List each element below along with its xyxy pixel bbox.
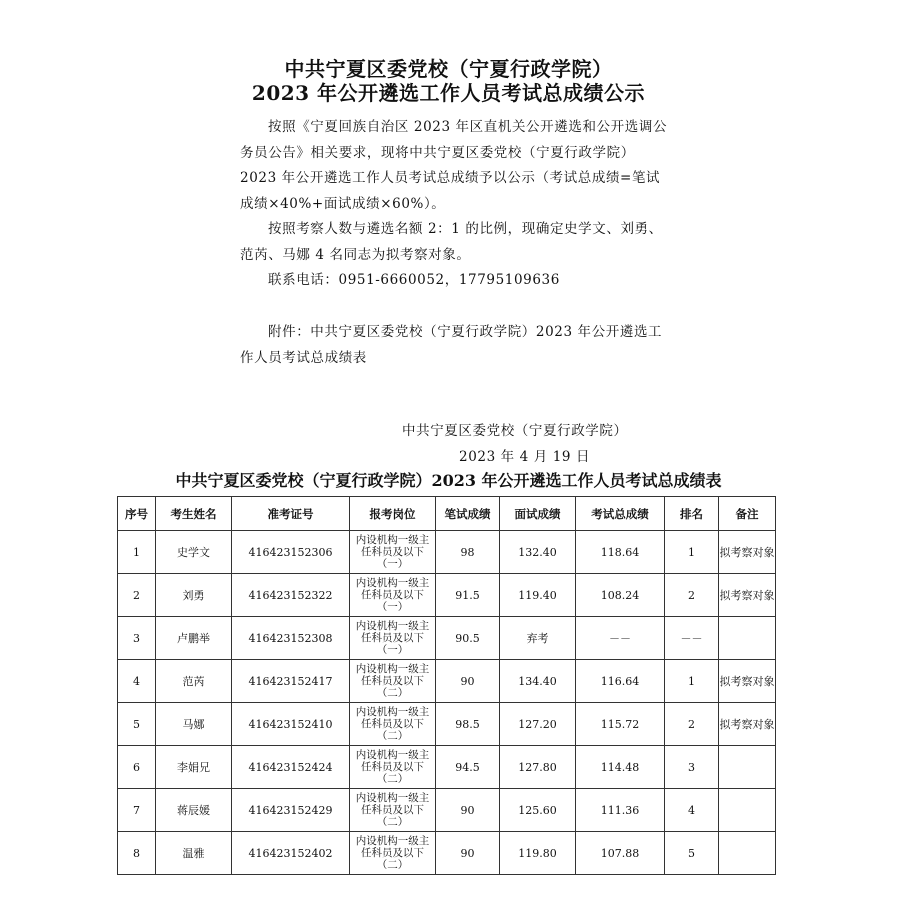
cell-rank: 4 xyxy=(665,789,719,832)
cell-rank: 2 xyxy=(665,703,719,746)
cell-note: 拟考察对象 xyxy=(719,531,776,574)
body-paragraph-contact: 联系电话：0951-6660052，17795109636 xyxy=(268,272,560,288)
cell-written-score: 90 xyxy=(436,789,500,832)
header-cell-total-score: 考试总成绩 xyxy=(576,497,665,531)
cell-post-line: 任科员及以下 xyxy=(361,589,424,601)
cell-post-line: 内设机构一级主 xyxy=(355,749,430,761)
signature-organization: 中共宁夏区委党校（宁夏行政学院） xyxy=(402,423,628,439)
cell-written-score: 90.5 xyxy=(436,617,500,660)
cell-post-line: （一） xyxy=(376,601,409,613)
cell-interview-score: 125.60 xyxy=(500,789,576,832)
cell-written-score: 90 xyxy=(436,832,500,875)
cell-written-score: 90 xyxy=(436,660,500,703)
cell-note: 拟考察对象 xyxy=(719,703,776,746)
cell-post-line: 内设机构一级主 xyxy=(355,663,430,675)
table-title: 中共宁夏区委党校（宁夏行政学院）2023 年公开遴选工作人员考试总成绩表 xyxy=(175,471,722,490)
body-paragraph-candidates: 按照考察人数与遴选名额 2：1 的比例，现确定史学文、刘勇、范芮、马娜 4 名同志为拟考察对象。 xyxy=(240,221,663,263)
cell-note xyxy=(719,746,776,789)
cell-post-line: （一） xyxy=(376,558,409,570)
cell-no: 4 xyxy=(118,660,156,703)
cell-rank: 5 xyxy=(665,832,719,875)
cell-post-line: （二） xyxy=(376,730,409,742)
cell-post-line: 任科员及以下 xyxy=(361,718,424,730)
cell-note xyxy=(719,789,776,832)
table-row xyxy=(118,703,776,746)
header-cell-note: 备注 xyxy=(719,497,776,531)
cell-interview-score: 弃考 xyxy=(500,617,576,660)
cell-total-score: 108.24 xyxy=(576,574,665,617)
cell-note xyxy=(719,832,776,875)
cell-total-score: －－ xyxy=(576,617,665,660)
cell-no: 1 xyxy=(118,531,156,574)
cell-total-score: 118.64 xyxy=(576,531,665,574)
cell-post xyxy=(350,789,436,832)
cell-name: 温雅 xyxy=(156,832,232,875)
cell-post-line: 内设机构一级主 xyxy=(355,577,430,589)
scores-table xyxy=(117,496,776,875)
cell-name: 蒋辰媛 xyxy=(156,789,232,832)
header-cell-exam-id: 准考证号 xyxy=(232,497,350,531)
cell-exam-id: 416423152308 xyxy=(232,617,350,660)
cell-interview-score: 119.40 xyxy=(500,574,576,617)
cell-interview-score: 119.80 xyxy=(500,832,576,875)
document-title-line-2: 2023 年公开遴选工作人员考试总成绩公示 xyxy=(251,81,646,105)
table-row xyxy=(118,789,776,832)
cell-total-score: 107.88 xyxy=(576,832,665,875)
cell-post-line: 内设机构一级主 xyxy=(355,620,430,632)
cell-post-line: 任科员及以下 xyxy=(361,632,424,644)
cell-exam-id: 416423152410 xyxy=(232,703,350,746)
cell-post xyxy=(350,832,436,875)
header-cell-rank: 排名 xyxy=(665,497,719,531)
cell-note: 拟考察对象 xyxy=(719,660,776,703)
cell-total-score: 111.36 xyxy=(576,789,665,832)
cell-name: 马娜 xyxy=(156,703,232,746)
cell-name: 卢鹏举 xyxy=(156,617,232,660)
cell-post-line: 任科员及以下 xyxy=(361,804,424,816)
cell-interview-score: 134.40 xyxy=(500,660,576,703)
cell-post-line: 内设机构一级主 xyxy=(355,792,430,804)
cell-exam-id: 416423152306 xyxy=(232,531,350,574)
header-cell-interview-score: 面试成绩 xyxy=(500,497,576,531)
cell-post-line: 任科员及以下 xyxy=(361,546,424,558)
cell-note xyxy=(719,617,776,660)
cell-post xyxy=(350,531,436,574)
cell-exam-id: 416423152429 xyxy=(232,789,350,832)
cell-written-score: 91.5 xyxy=(436,574,500,617)
table-row xyxy=(118,746,776,789)
cell-post xyxy=(350,574,436,617)
cell-post-line: （二） xyxy=(376,773,409,785)
cell-post-line: 内设机构一级主 xyxy=(355,706,430,718)
cell-written-score: 98.5 xyxy=(436,703,500,746)
cell-interview-score: 132.40 xyxy=(500,531,576,574)
cell-rank: 3 xyxy=(665,746,719,789)
body-paragraph-attachment: 附件：中共宁夏区委党校（宁夏行政学院）2023 年公开遴选工作人员考试总成绩表 xyxy=(240,324,663,366)
cell-post xyxy=(350,660,436,703)
cell-post-line: 任科员及以下 xyxy=(361,675,424,687)
header-cell-post: 报考岗位 xyxy=(350,497,436,531)
cell-no: 8 xyxy=(118,832,156,875)
cell-rank: 1 xyxy=(665,531,719,574)
cell-exam-id: 416423152402 xyxy=(232,832,350,875)
cell-name: 刘勇 xyxy=(156,574,232,617)
table-row xyxy=(118,832,776,875)
cell-rank: －－ xyxy=(665,617,719,660)
cell-no: 6 xyxy=(118,746,156,789)
body-paragraph-announcement: 按照《宁夏回族自治区 2023 年区直机关公开遴选和公开选调公务员公告》相关要求，现将中共宁夏区委党校（宁夏行政学院）2023 年公开遴选工作人员考试总成绩予以公示（考试总成绩=笔试成绩×40%+面试成绩×60%）。 xyxy=(240,119,668,212)
document-title-line-1: 中共宁夏区委党校（宁夏行政学院） xyxy=(284,57,613,81)
header-cell-written-score: 笔试成绩 xyxy=(436,497,500,531)
cell-exam-id: 416423152417 xyxy=(232,660,350,703)
cell-written-score: 98 xyxy=(436,531,500,574)
cell-exam-id: 416423152424 xyxy=(232,746,350,789)
cell-name: 范芮 xyxy=(156,660,232,703)
cell-post-line: 内设机构一级主 xyxy=(355,534,430,546)
table-row xyxy=(118,574,776,617)
cell-no: 5 xyxy=(118,703,156,746)
cell-total-score: 115.72 xyxy=(576,703,665,746)
cell-no: 3 xyxy=(118,617,156,660)
table-row xyxy=(118,660,776,703)
table-row xyxy=(118,617,776,660)
cell-post-line: （二） xyxy=(376,859,409,871)
cell-post-line: （二） xyxy=(376,816,409,828)
cell-interview-score: 127.20 xyxy=(500,703,576,746)
cell-note: 拟考察对象 xyxy=(719,574,776,617)
cell-total-score: 116.64 xyxy=(576,660,665,703)
cell-total-score: 114.48 xyxy=(576,746,665,789)
cell-post-line: 内设机构一级主 xyxy=(355,835,430,847)
cell-exam-id: 416423152322 xyxy=(232,574,350,617)
table-row xyxy=(118,531,776,574)
cell-no: 2 xyxy=(118,574,156,617)
header-cell-no: 序号 xyxy=(118,497,156,531)
cell-post xyxy=(350,617,436,660)
cell-post-line: 任科员及以下 xyxy=(361,847,424,859)
cell-written-score: 94.5 xyxy=(436,746,500,789)
cell-post xyxy=(350,746,436,789)
cell-post-line: 任科员及以下 xyxy=(361,761,424,773)
cell-post-line: （二） xyxy=(376,687,409,699)
cell-rank: 1 xyxy=(665,660,719,703)
cell-interview-score: 127.80 xyxy=(500,746,576,789)
cell-post xyxy=(350,703,436,746)
cell-post-line: （一） xyxy=(376,644,409,656)
cell-no: 7 xyxy=(118,789,156,832)
cell-name: 李娟兄 xyxy=(156,746,232,789)
header-cell-name: 考生姓名 xyxy=(156,497,232,531)
cell-rank: 2 xyxy=(665,574,719,617)
signature-date: 2023 年 4 月 19 日 xyxy=(459,449,591,465)
table-header-row xyxy=(118,497,776,531)
cell-name: 史学文 xyxy=(156,531,232,574)
